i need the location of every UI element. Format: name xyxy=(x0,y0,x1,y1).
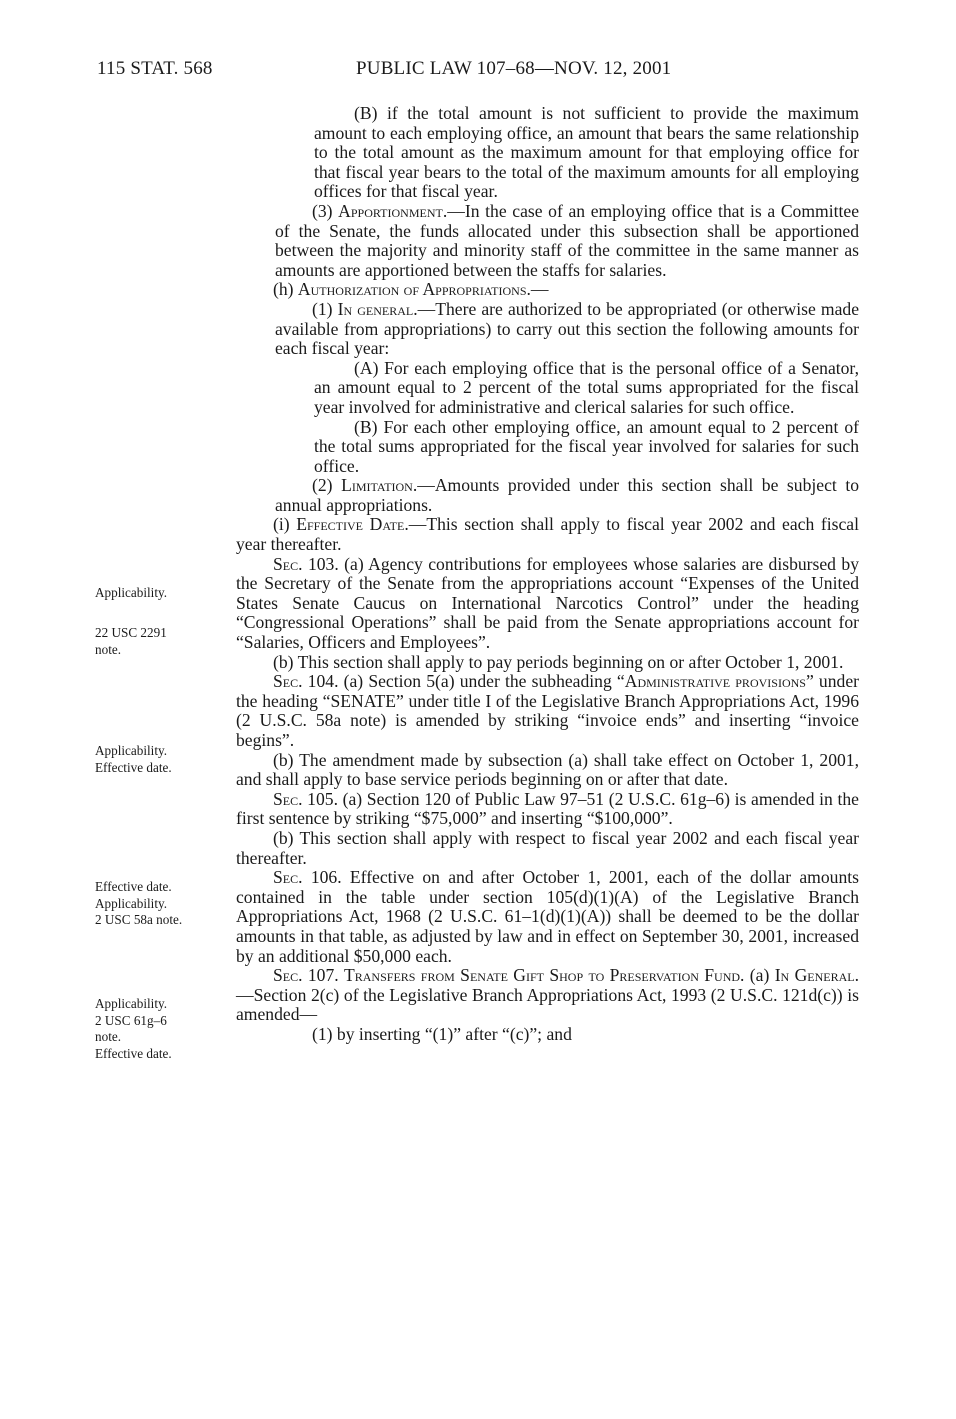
paragraph-h1b: (B) For each other employing office, an amount equal to 2 percent of the total sums appropriated for the fiscal year involved for salaries for such office. xyxy=(314,416,859,476)
paragraph-text: .—In the case of an employing office that is a Committee of the Senate, the funds allocated under this subsection shall be apportioned between the majority and minority staff of the committee in the same manner as amounts are apportioned between the staffs for salaries. xyxy=(275,200,860,280)
subsection-number: (i) xyxy=(273,514,290,535)
margin-note-note: note. xyxy=(95,1029,122,1044)
margin-note-applicability: Applicability. xyxy=(95,743,168,758)
paragraph-h1a: (A) For each employing office that is the personal office of a Senator, an amount equal to 2 percent of the total sums appropriated for the fiscal year involved for administrative and clerical salaries for such office. xyxy=(314,357,859,417)
statute-text xyxy=(236,104,859,1045)
page-stat-reference: 115 STAT. 568 xyxy=(97,58,213,79)
section-104 xyxy=(236,672,859,750)
paragraph-g3 xyxy=(236,202,859,280)
margin-note-citation xyxy=(95,625,220,658)
section-105 xyxy=(236,790,859,829)
subsection-heading: In General xyxy=(774,965,855,986)
section-subheading: Administrative provisions xyxy=(624,671,806,692)
section-text: .—Section 2(c) of the Legislative Branch Appropriations Act, 1993 (2 U.S.C. 121d(c)) is amended— xyxy=(236,965,860,1025)
section-number: . 107. xyxy=(298,965,345,986)
margin-note-note: note. xyxy=(95,641,122,657)
margin-note-group xyxy=(95,743,220,776)
subsection-number: (h) xyxy=(273,279,294,300)
section-text: . 106. Effective on and after October 1, 2001, each of the dollar amounts contained in the table under section 105(d)(1)(A) of the Legislative Branch Appropriations Act, 1968 (2 U.S.C. 61–1(d)(1)(A)) shall be deemed to be the dollar amounts in that table, as adjusted by law and in effect on September 30, 2001, increased by an additional $50,000 each. xyxy=(236,867,859,966)
subsection-i xyxy=(236,515,859,554)
margin-note-group xyxy=(95,996,220,1062)
paragraph-heading: In general xyxy=(337,298,414,319)
margin-note-effective-date: Effective date. xyxy=(95,1045,172,1061)
section-104-b: (b) The amendment made by subsection (a) shall take effect on October 1, 2001, and shall apply to base service periods beginning on or after that date. xyxy=(236,749,859,790)
subsection-heading: Authorization of Appropriations xyxy=(297,279,527,300)
subsection-h xyxy=(236,280,859,300)
running-header: PUBLIC LAW 107–68—NOV. 12, 2001 xyxy=(356,58,672,79)
section-text: . 105. (a) Section 120 of Public Law 97–51 (2 U.S.C. 61g–6) is amended in the first sentence by striking “$75,000” and inserting “$100,000”. xyxy=(236,788,859,829)
section-heading: Transfers from Senate Gift Shop to Preservation Fund xyxy=(344,965,741,986)
paragraph-text: .—Amounts provided under this section shall be subject to annual appropriations. xyxy=(275,475,859,515)
margin-note-effective-date: Effective date. xyxy=(95,759,172,775)
subsection-heading: Effective Date xyxy=(296,514,405,535)
subsection-dash: .— xyxy=(526,279,549,300)
section-103-b: (b) This section shall apply to pay periods beginning on or after October 1, 2001. xyxy=(273,651,844,672)
section-label: Sec xyxy=(273,553,299,574)
margin-note-usc: 22 USC 2291 xyxy=(95,625,167,640)
paragraph-g2b: (B) if the total amount is not sufficient to provide the maximum amount to each employing office, an amount that bears the same relationship to the total amount as the maximum amount for that employing office for that fiscal year bears to the total of the maximum amounts for all employing offices for that fiscal year. xyxy=(314,103,859,202)
section-105-b: (b) This section shall apply with respect to fiscal year 2002 and each fiscal year thereafter. xyxy=(236,827,859,868)
paragraph-text: .—There are authorized to be appropriated (or otherwise made available from appropriations) to carry out this section the following amounts for each fiscal year: xyxy=(275,298,859,359)
paragraph-number: (1) xyxy=(312,298,333,319)
section-label: Sec xyxy=(273,867,299,888)
paragraph-heading: Limitation xyxy=(341,475,413,496)
paragraph-h2 xyxy=(236,476,859,515)
margin-note-applicability: Applicability. xyxy=(95,996,168,1011)
margin-note-usc: 2 USC 61g–6 xyxy=(95,1012,167,1028)
section-text: . (a) xyxy=(740,965,775,986)
section-107 xyxy=(236,966,859,1025)
paragraph-number: (3) xyxy=(312,200,333,221)
margin-note-applicability: Applicability. xyxy=(95,585,168,600)
margin-note-usc: 2 USC 58a note. xyxy=(95,912,183,927)
paragraph-number: (2) xyxy=(312,475,333,496)
paragraph-107-1: (1) by inserting “(1)” after “(c)”; and xyxy=(312,1023,572,1044)
section-103 xyxy=(236,555,859,653)
paragraph-heading: Apportionment xyxy=(338,200,443,221)
subsection-text: .—This section shall apply to fiscal year 2002 and each fiscal year thereafter. xyxy=(236,514,860,555)
margin-note-group xyxy=(95,879,220,929)
paragraph-h1 xyxy=(236,300,859,359)
section-106 xyxy=(236,868,859,966)
margin-note-applicability: Applicability. xyxy=(95,895,168,911)
section-label: Sec xyxy=(273,788,299,809)
section-text: . 104. (a) Section 5(a) under the subheading “ xyxy=(298,671,625,692)
margin-note-effective-date: Effective date. xyxy=(95,879,172,894)
section-text: . 103. (a) Agency contributions for employees whose salaries are disbursed by the Secretary of the Senate from the appropriations account “Expenses of the United States Senate Caucus on International Narcotics Control” under the heading “Congressional Operations” shall be paid from the Senate appropriations account for “Salaries, Officers and Employees”. xyxy=(236,553,859,653)
section-label: Sec xyxy=(273,671,299,692)
section-text: ” under the heading “SENATE” under title I of the Legislative Branch Appropriations Act, 1996 (2 U.S.C. 58a note) is amended by striking “invoice ends” and inserting “invoice begins”. xyxy=(236,671,859,750)
section-label: Sec xyxy=(273,965,299,986)
